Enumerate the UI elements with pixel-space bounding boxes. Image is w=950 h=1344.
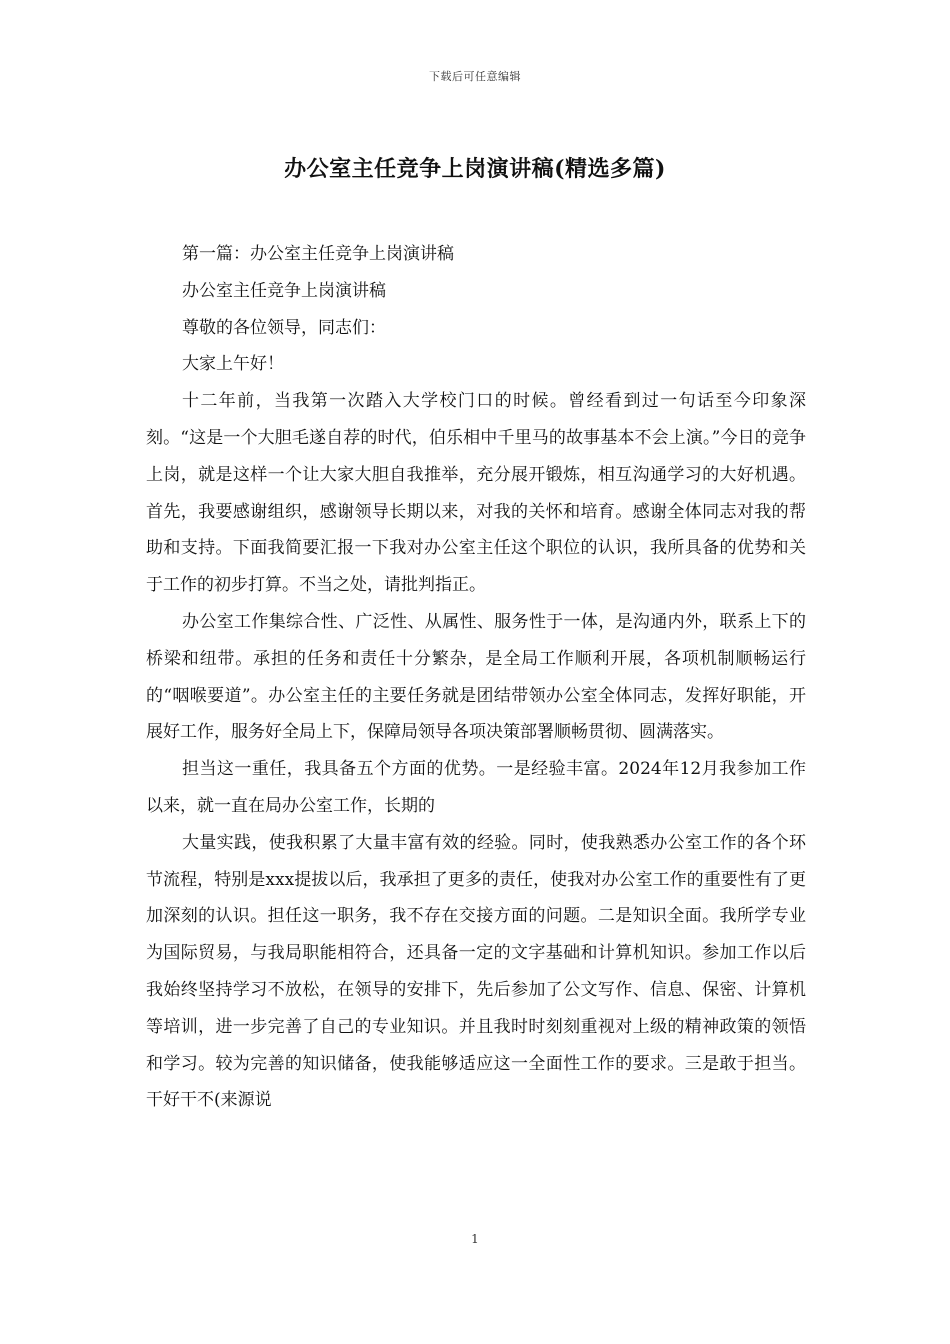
paragraph: 担当这一重任，我具备五个方面的优势。一是经验丰富。2024年12月我参加工作以来，就一直在局办公室工作，长期的 xyxy=(146,759,806,816)
document-body xyxy=(146,236,806,1119)
paragraph: 大量实践，使我积累了大量丰富有效的经验。同时，使我熟悉办公室工作的各个环节流程，特别是xxx提拔以后，我承担了更多的责任，使我对办公室工作的重要性有了更加深刻的认识。担任这一职务，我不存在交接方面的问题。二是知识全面。我所学专业为国际贸易，与我局职能相符合，还具备一定的文字基础和计算机知识。参加工作以后我始终坚持学习不放松，在领导的安排下，先后参加了公文写作、信息、保密、计算机等培训，进一步完善了自己的专业知识。并且我时时刻刻重视对上级的精神政策的领悟和学习。较为完善的知识储备，使我能够适应这一全面性工作的要求。三是敢于担当。干好干不(来源说 xyxy=(146,832,806,1111)
greeting: 大家上午好！ xyxy=(182,354,284,375)
speech-title: 办公室主任竞争上岗演讲稿 xyxy=(182,280,386,301)
paragraph: 十二年前，当我第一次踏入大学校门口的时候。曾经看到过一句话至今印象深刻。“这是一个大胆毛遂自荐的时代，伯乐相中千里马的故事基本不会上演。”今日的竞争上岗，就是这样一个让大家大胆自我推举，充分展开锻炼，相互沟通学习的大好机遇。首先，我要感谢组织，感谢领导长期以来，对我的关怀和培育。感谢全体同志对我的帮助和支持。下面我简要汇报一下我对办公室主任这个职位的认识，我所具备的优势和关于工作的初步打算。不当之处，请批判指正。 xyxy=(146,391,806,596)
section-heading: 第一篇：办公室主任竞争上岗演讲稿 xyxy=(182,244,454,264)
salutation: 尊敬的各位领导，同志们： xyxy=(182,317,386,338)
header-note: 下载后可任意编辑 xyxy=(429,70,521,83)
paragraph: 办公室工作集综合性、广泛性、从属性、服务性于一体，是沟通内外，联系上下的桥梁和纽带。承担的任务和责任十分繁杂，是全局工作顺利开展，各项机制顺畅运行的“咽喉要道”。办公室主任的主要任务就是团结带领办公室全体同志，发挥好职能，开展好工作，服务好全局上下，保障局领导各项决策部署顺畅贯彻、圆满落实。 xyxy=(146,611,806,743)
document-title: 办公室主任竞争上岗演讲稿(精选多篇) xyxy=(284,156,666,182)
page-number: 1 xyxy=(471,1232,479,1246)
